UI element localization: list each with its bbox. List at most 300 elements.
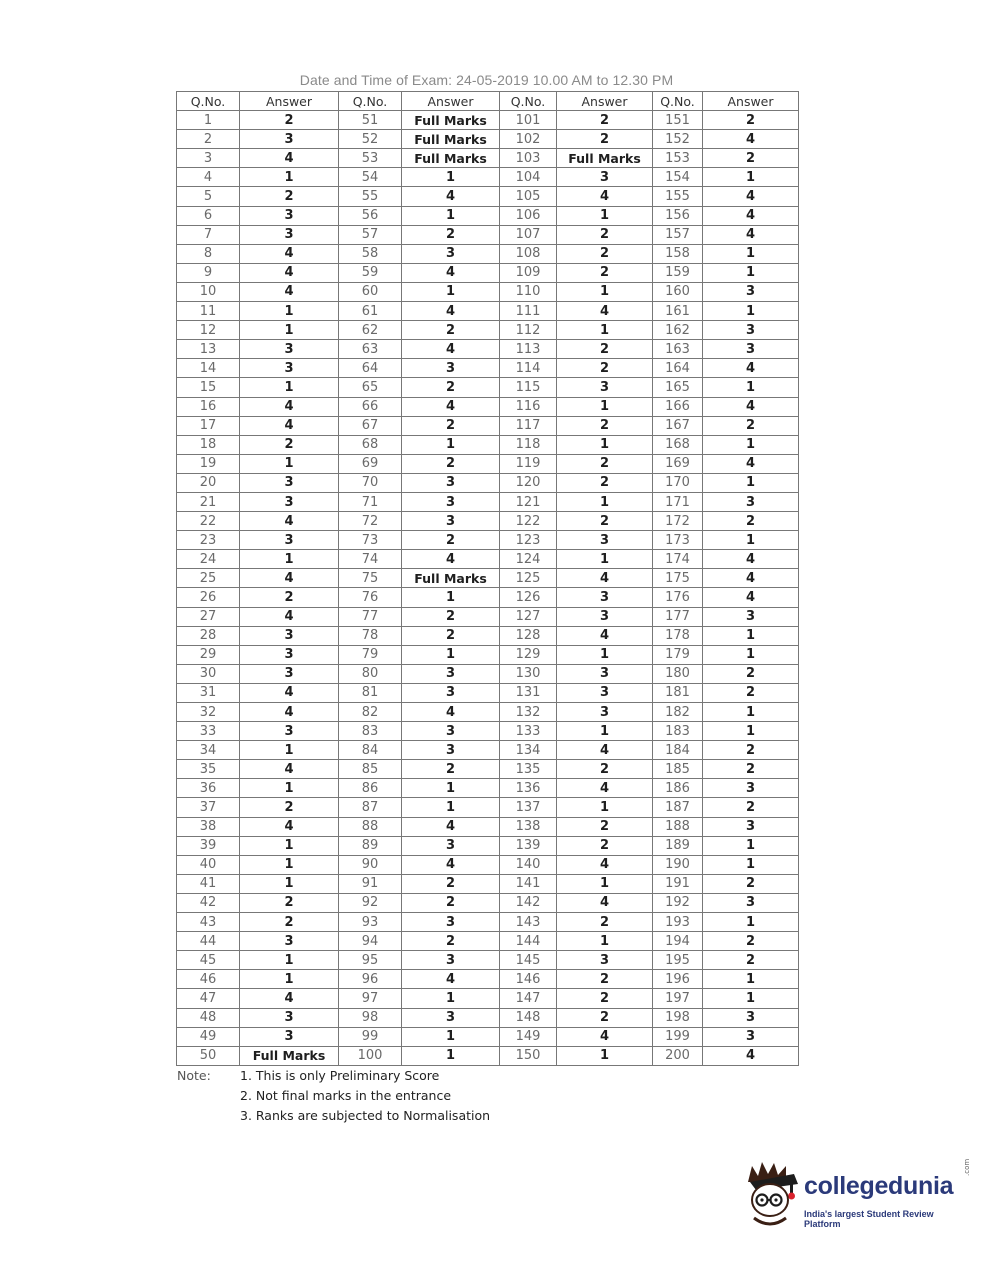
answer-cell: 3 (557, 683, 653, 702)
answer-cell: 1 (703, 378, 799, 397)
question-number-cell: 2 (177, 130, 240, 149)
table-row (177, 874, 799, 893)
answer-cell: 1 (703, 263, 799, 282)
question-number-cell: 136 (500, 779, 557, 798)
answer-cell: 3 (402, 512, 500, 531)
table-row (177, 149, 799, 168)
answer-cell: 1 (402, 435, 500, 454)
question-number-cell: 107 (500, 225, 557, 244)
question-number-cell: 69 (339, 454, 402, 473)
answer-cell: 3 (402, 683, 500, 702)
table-row (177, 893, 799, 912)
answer-cell: 3 (557, 168, 653, 187)
table-row (177, 1027, 799, 1046)
question-number-cell: 87 (339, 798, 402, 817)
table-row (177, 626, 799, 645)
question-number-cell: 59 (339, 263, 402, 282)
question-number-cell: 74 (339, 550, 402, 569)
answer-cell: 4 (557, 779, 653, 798)
answer-cell: 2 (703, 416, 799, 435)
question-number-cell: 119 (500, 454, 557, 473)
answer-cell: 2 (402, 760, 500, 779)
question-number-cell: 157 (653, 225, 703, 244)
answer-cell: 4 (402, 703, 500, 722)
answer-cell: 3 (240, 473, 339, 492)
question-number-cell: 43 (177, 913, 240, 932)
answer-cell: 1 (703, 626, 799, 645)
answer-cell: 4 (240, 683, 339, 702)
question-number-cell: 188 (653, 817, 703, 836)
answer-cell: 2 (402, 454, 500, 473)
question-number-cell: 135 (500, 760, 557, 779)
question-number-cell: 28 (177, 626, 240, 645)
answer-cell: 2 (557, 512, 653, 531)
question-number-cell: 192 (653, 893, 703, 912)
answer-cell: 1 (557, 282, 653, 301)
question-number-cell: 25 (177, 569, 240, 588)
answer-cell: 3 (703, 779, 799, 798)
answer-cell: 1 (402, 989, 500, 1008)
question-number-cell: 181 (653, 683, 703, 702)
answer-cell: 4 (240, 263, 339, 282)
logo-tagline: India's largest Student Review Platform (804, 1209, 934, 1229)
question-number-cell: 90 (339, 855, 402, 874)
question-number-cell: 86 (339, 779, 402, 798)
question-number-cell: 165 (653, 378, 703, 397)
answer-cell: 3 (240, 722, 339, 741)
answer-cell: 1 (557, 645, 653, 664)
answer-cell: 1 (402, 779, 500, 798)
answer-cell: 4 (703, 550, 799, 569)
question-number-cell: 126 (500, 588, 557, 607)
question-number-cell: 112 (500, 321, 557, 340)
question-number-cell: 98 (339, 1008, 402, 1027)
answer-cell: 1 (703, 855, 799, 874)
answer-cell: 4 (240, 989, 339, 1008)
answer-cell: 4 (557, 569, 653, 588)
collegedunia-logo (740, 1160, 970, 1235)
question-number-cell: 140 (500, 855, 557, 874)
answer-cell: 1 (557, 435, 653, 454)
question-number-cell: 114 (500, 359, 557, 378)
answer-cell: 1 (703, 531, 799, 550)
table-row (177, 454, 799, 473)
answer-cell: 3 (557, 607, 653, 626)
question-number-cell: 16 (177, 397, 240, 416)
question-number-cell: 34 (177, 741, 240, 760)
answer-cell: 4 (402, 263, 500, 282)
answer-cell: 3 (703, 1027, 799, 1046)
answer-cell: 2 (703, 874, 799, 893)
question-number-cell: 183 (653, 722, 703, 741)
question-number-cell: 94 (339, 932, 402, 951)
question-number-cell: 153 (653, 149, 703, 168)
question-number-cell: 163 (653, 340, 703, 359)
answer-cell: 4 (557, 1027, 653, 1046)
question-number-cell: 156 (653, 206, 703, 225)
answer-cell: 1 (557, 550, 653, 569)
answer-cell: 4 (240, 512, 339, 531)
table-row (177, 664, 799, 683)
table-row (177, 263, 799, 282)
answer-cell: 1 (402, 282, 500, 301)
question-number-cell: 191 (653, 874, 703, 893)
table-row (177, 340, 799, 359)
question-number-cell: 172 (653, 512, 703, 531)
question-number-cell: 195 (653, 951, 703, 970)
answer-cell: 2 (557, 225, 653, 244)
answer-cell: 2 (402, 893, 500, 912)
answer-cell: 2 (402, 225, 500, 244)
answer-cell: 2 (557, 244, 653, 263)
table-row (177, 970, 799, 989)
question-number-cell: 139 (500, 836, 557, 855)
question-number-cell: 6 (177, 206, 240, 225)
question-number-cell: 124 (500, 550, 557, 569)
question-number-cell: 154 (653, 168, 703, 187)
table-row (177, 683, 799, 702)
table-row (177, 588, 799, 607)
question-number-cell: 174 (653, 550, 703, 569)
answer-cell: 2 (703, 664, 799, 683)
question-number-cell: 23 (177, 531, 240, 550)
answer-cell: 1 (557, 798, 653, 817)
question-number-cell: 21 (177, 492, 240, 511)
question-number-cell: 113 (500, 340, 557, 359)
question-number-cell: 61 (339, 302, 402, 321)
answer-cell: 3 (703, 893, 799, 912)
question-number-cell: 152 (653, 130, 703, 149)
answer-cell: 4 (240, 149, 339, 168)
question-number-cell: 83 (339, 722, 402, 741)
question-number-cell: 127 (500, 607, 557, 626)
answer-cell: 1 (703, 168, 799, 187)
answer-cell: 3 (402, 359, 500, 378)
answer-cell: 2 (402, 378, 500, 397)
answer-cell: 4 (402, 397, 500, 416)
header-qno: Q.No. (339, 92, 402, 111)
question-number-cell: 53 (339, 149, 402, 168)
answer-cell: 1 (703, 244, 799, 263)
question-number-cell: 46 (177, 970, 240, 989)
table-row (177, 206, 799, 225)
question-number-cell: 40 (177, 855, 240, 874)
question-number-cell: 11 (177, 302, 240, 321)
question-number-cell: 198 (653, 1008, 703, 1027)
question-number-cell: 73 (339, 531, 402, 550)
answer-cell: 3 (240, 664, 339, 683)
question-number-cell: 186 (653, 779, 703, 798)
answer-cell: 4 (703, 359, 799, 378)
answer-cell: 2 (240, 913, 339, 932)
answer-cell: 2 (557, 263, 653, 282)
answer-cell: 2 (402, 531, 500, 550)
question-number-cell: 141 (500, 874, 557, 893)
answer-cell: 4 (240, 703, 339, 722)
answer-cell: 3 (240, 531, 339, 550)
answer-cell: 2 (402, 932, 500, 951)
question-number-cell: 78 (339, 626, 402, 645)
table-row (177, 111, 799, 130)
table-row (177, 951, 799, 970)
question-number-cell: 58 (339, 244, 402, 263)
header-answer: Answer (240, 92, 339, 111)
note-label: Note: (177, 1068, 211, 1083)
answer-cell: 4 (402, 550, 500, 569)
table-row (177, 817, 799, 836)
answer-cell: 2 (240, 111, 339, 130)
question-number-cell: 91 (339, 874, 402, 893)
table-row (177, 932, 799, 951)
answer-cell: 1 (402, 645, 500, 664)
table-row (177, 798, 799, 817)
question-number-cell: 48 (177, 1008, 240, 1027)
table-row (177, 607, 799, 626)
answer-cell: 4 (240, 416, 339, 435)
question-number-cell: 33 (177, 722, 240, 741)
question-number-cell: 118 (500, 435, 557, 454)
question-number-cell: 187 (653, 798, 703, 817)
answer-cell: 2 (703, 683, 799, 702)
mascot-icon (740, 1160, 802, 1232)
answer-cell: 4 (240, 817, 339, 836)
table-row (177, 397, 799, 416)
question-number-cell: 132 (500, 703, 557, 722)
question-number-cell: 168 (653, 435, 703, 454)
answer-cell: 4 (402, 340, 500, 359)
question-number-cell: 129 (500, 645, 557, 664)
question-number-cell: 44 (177, 932, 240, 951)
table-row (177, 741, 799, 760)
question-number-cell: 116 (500, 397, 557, 416)
question-number-cell: 142 (500, 893, 557, 912)
question-number-cell: 66 (339, 397, 402, 416)
question-number-cell: 189 (653, 836, 703, 855)
question-number-cell: 18 (177, 435, 240, 454)
question-number-cell: 95 (339, 951, 402, 970)
table-row (177, 244, 799, 263)
question-number-cell: 182 (653, 703, 703, 722)
answer-cell: 2 (703, 951, 799, 970)
note-line-3: 3. Ranks are subjected to Normalisation (240, 1108, 491, 1123)
answer-cell: 2 (557, 416, 653, 435)
answer-cell: 4 (703, 588, 799, 607)
answer-cell: 3 (557, 951, 653, 970)
exam-title: Date and Time of Exam: 24-05-2019 10.00 AM to 12.30 PM (299, 72, 674, 88)
answer-cell: 2 (703, 741, 799, 760)
answer-cell: 3 (240, 130, 339, 149)
table-row (177, 302, 799, 321)
header-qno: Q.No. (500, 92, 557, 111)
table-row (177, 836, 799, 855)
answer-cell: 2 (240, 588, 339, 607)
answer-cell: 1 (557, 206, 653, 225)
question-number-cell: 19 (177, 454, 240, 473)
answer-cell: 2 (240, 187, 339, 206)
question-number-cell: 45 (177, 951, 240, 970)
answer-cell: 1 (240, 779, 339, 798)
answer-cell: 4 (703, 1046, 799, 1065)
table-row (177, 359, 799, 378)
answer-cell: 4 (557, 187, 653, 206)
question-number-cell: 3 (177, 149, 240, 168)
question-number-cell: 52 (339, 130, 402, 149)
question-number-cell: 10 (177, 282, 240, 301)
answer-cell: 1 (557, 874, 653, 893)
question-number-cell: 47 (177, 989, 240, 1008)
answer-cell: 3 (557, 664, 653, 683)
question-number-cell: 158 (653, 244, 703, 263)
answer-cell: 1 (557, 492, 653, 511)
answer-cell: 2 (402, 874, 500, 893)
answer-cell: 1 (240, 836, 339, 855)
answer-cell: 2 (557, 1008, 653, 1027)
question-number-cell: 121 (500, 492, 557, 511)
answer-cell: 2 (402, 321, 500, 340)
question-number-cell: 197 (653, 989, 703, 1008)
question-number-cell: 133 (500, 722, 557, 741)
question-number-cell: 171 (653, 492, 703, 511)
question-number-cell: 50 (177, 1046, 240, 1065)
table-row (177, 321, 799, 340)
question-number-cell: 161 (653, 302, 703, 321)
question-number-cell: 71 (339, 492, 402, 511)
answer-cell: 3 (703, 1008, 799, 1027)
question-number-cell: 85 (339, 760, 402, 779)
question-number-cell: 120 (500, 473, 557, 492)
question-number-cell: 14 (177, 359, 240, 378)
question-number-cell: 103 (500, 149, 557, 168)
table-row (177, 416, 799, 435)
answer-cell: 4 (703, 187, 799, 206)
answer-cell: 1 (240, 951, 339, 970)
question-number-cell: 72 (339, 512, 402, 531)
question-number-cell: 27 (177, 607, 240, 626)
table-row (177, 703, 799, 722)
question-number-cell: 164 (653, 359, 703, 378)
question-number-cell: 70 (339, 473, 402, 492)
logo-wordmark: collegedunia (804, 1172, 954, 1200)
answer-cell: 4 (703, 569, 799, 588)
answer-cell: 2 (557, 359, 653, 378)
answer-cell: 2 (557, 130, 653, 149)
answer-cell: 1 (402, 1046, 500, 1065)
question-number-cell: 36 (177, 779, 240, 798)
question-number-cell: 178 (653, 626, 703, 645)
question-number-cell: 131 (500, 683, 557, 702)
table-row (177, 435, 799, 454)
table-row (177, 569, 799, 588)
question-number-cell: 55 (339, 187, 402, 206)
answer-cell: 1 (703, 989, 799, 1008)
question-number-cell: 31 (177, 683, 240, 702)
answer-cell: Full Marks (402, 149, 500, 168)
answer-cell: 2 (402, 416, 500, 435)
question-number-cell: 8 (177, 244, 240, 263)
answer-cell: 3 (703, 282, 799, 301)
answer-cell: 4 (240, 607, 339, 626)
answer-cell: 4 (402, 970, 500, 989)
answer-cell: 1 (703, 473, 799, 492)
question-number-cell: 125 (500, 569, 557, 588)
question-number-cell: 49 (177, 1027, 240, 1046)
question-number-cell: 173 (653, 531, 703, 550)
question-number-cell: 67 (339, 416, 402, 435)
answer-cell: 3 (557, 378, 653, 397)
answer-cell: 3 (703, 321, 799, 340)
question-number-cell: 7 (177, 225, 240, 244)
answer-cell: 2 (557, 836, 653, 855)
question-number-cell: 194 (653, 932, 703, 951)
answer-cell: 1 (240, 454, 339, 473)
answer-cell: Full Marks (402, 130, 500, 149)
answer-cell: 1 (557, 397, 653, 416)
question-number-cell: 148 (500, 1008, 557, 1027)
question-number-cell: 109 (500, 263, 557, 282)
answer-cell: 2 (557, 340, 653, 359)
table-row (177, 1008, 799, 1027)
question-number-cell: 81 (339, 683, 402, 702)
question-number-cell: 96 (339, 970, 402, 989)
question-number-cell: 105 (500, 187, 557, 206)
question-number-cell: 151 (653, 111, 703, 130)
answer-cell: 3 (402, 836, 500, 855)
answer-cell: 4 (240, 282, 339, 301)
question-number-cell: 100 (339, 1046, 402, 1065)
question-number-cell: 68 (339, 435, 402, 454)
answer-cell: 1 (557, 1046, 653, 1065)
answer-cell: 3 (557, 588, 653, 607)
question-number-cell: 149 (500, 1027, 557, 1046)
answer-cell: 3 (402, 913, 500, 932)
question-number-cell: 15 (177, 378, 240, 397)
answer-cell: 2 (240, 435, 339, 454)
answer-cell: 2 (557, 989, 653, 1008)
answer-cell: 1 (557, 722, 653, 741)
question-number-cell: 35 (177, 760, 240, 779)
table-row (177, 473, 799, 492)
answer-cell: 2 (557, 913, 653, 932)
answer-cell: 4 (240, 569, 339, 588)
question-number-cell: 144 (500, 932, 557, 951)
question-number-cell: 37 (177, 798, 240, 817)
answer-cell: 3 (402, 951, 500, 970)
answer-cell: 4 (557, 893, 653, 912)
table-row (177, 512, 799, 531)
question-number-cell: 9 (177, 263, 240, 282)
question-number-cell: 1 (177, 111, 240, 130)
answer-cell: 3 (402, 1008, 500, 1027)
answer-cell: 3 (402, 722, 500, 741)
header-answer: Answer (703, 92, 799, 111)
question-number-cell: 63 (339, 340, 402, 359)
header-answer: Answer (402, 92, 500, 111)
answer-cell: 2 (557, 111, 653, 130)
question-number-cell: 24 (177, 550, 240, 569)
answer-cell: 1 (703, 722, 799, 741)
answer-cell: 1 (402, 588, 500, 607)
question-number-cell: 184 (653, 741, 703, 760)
answer-cell: 2 (557, 817, 653, 836)
question-number-cell: 196 (653, 970, 703, 989)
question-number-cell: 75 (339, 569, 402, 588)
answer-cell: 1 (240, 970, 339, 989)
question-number-cell: 13 (177, 340, 240, 359)
question-number-cell: 117 (500, 416, 557, 435)
question-number-cell: 41 (177, 874, 240, 893)
question-number-cell: 176 (653, 588, 703, 607)
answer-cell: 4 (240, 397, 339, 416)
